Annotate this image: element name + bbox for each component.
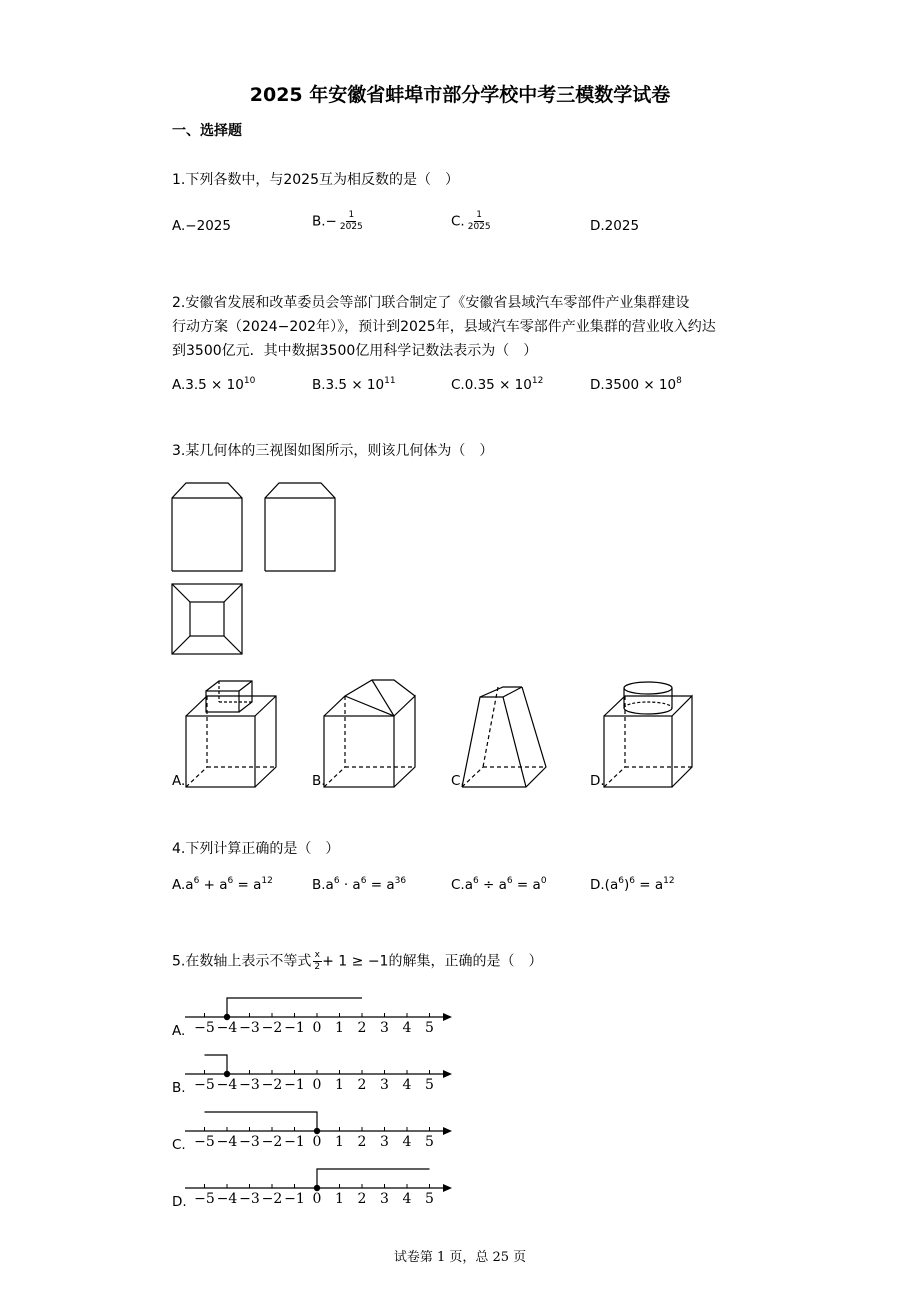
- expr-exponent: 6: [473, 876, 479, 886]
- tick-label: 4: [402, 1134, 412, 1150]
- expr-part: = a: [233, 877, 262, 893]
- axis-arrow: [443, 1013, 452, 1021]
- q5-option-a[interactable]: A.: [172, 1023, 186, 1039]
- tick-label: −3: [239, 1134, 260, 1150]
- question-2-line-1: 2.安徽省发展和改革委员会等部门联合制定了《安徽省县域汽车零部件产业集群建设: [172, 295, 690, 311]
- tick-label: −3: [239, 1191, 260, 1207]
- solution-ray: [205, 1112, 318, 1131]
- option-exponent: 10: [243, 376, 256, 386]
- question-4-stem: 4.下列计算正确的是（ ）: [172, 841, 340, 857]
- tick-label: −2: [261, 1077, 283, 1093]
- tick-label: 2: [357, 1134, 367, 1150]
- axis-arrow: [443, 1070, 452, 1078]
- q5-option-c[interactable]: C.: [172, 1137, 186, 1153]
- tick-label: −5: [194, 1134, 215, 1150]
- q3-option-c[interactable]: C.: [451, 773, 465, 789]
- q3-option-b-solid: [324, 680, 415, 787]
- tick-label: −2: [261, 1020, 283, 1036]
- front-view-drawing: [172, 483, 242, 571]
- question-5-stem: [172, 950, 542, 973]
- expr-exponent: 12: [261, 876, 273, 886]
- expr-exponent: 36: [394, 876, 407, 886]
- expr-exponent: 6: [629, 876, 635, 886]
- expr-part: D.(a: [590, 877, 619, 893]
- tick-label: −3: [239, 1077, 260, 1093]
- q3-option-d-solid: [604, 682, 692, 787]
- solution-ray: [317, 1169, 430, 1188]
- tick-label: −4: [216, 1077, 238, 1093]
- top-view-drawing: [172, 584, 242, 654]
- option-base: B.3.5 × 10: [312, 377, 385, 393]
- expr-part: ): [623, 877, 630, 893]
- tick-label: 3: [380, 1020, 389, 1036]
- q5-number-line-d: [180, 1158, 470, 1218]
- expr-exponent: 6: [506, 876, 513, 886]
- q5-stem-pre: 5.在数轴上表示不等式: [172, 953, 312, 970]
- expr-exponent: 6: [618, 876, 624, 886]
- expr-exponent: 12: [663, 876, 675, 886]
- tick-label: 1: [335, 1191, 344, 1207]
- endpoint-dot: [314, 1185, 320, 1191]
- q5-number-line-c: [180, 1101, 470, 1161]
- q3-option-b[interactable]: B.: [312, 773, 326, 789]
- tick-label: 5: [425, 1134, 434, 1150]
- solution-ray: [205, 1055, 228, 1074]
- tick-label: 5: [425, 1020, 434, 1036]
- page-footer: 试卷第 1 页，总 25 页: [393, 1250, 527, 1265]
- tick-label: 0: [312, 1020, 322, 1036]
- q5-number-line-a: [180, 987, 470, 1047]
- axis-arrow: [443, 1184, 452, 1192]
- question-3-stem: 3.某几何体的三视图如图所示，则该几何体为（ ）: [172, 443, 494, 459]
- tick-label: −3: [239, 1020, 260, 1036]
- expr-part: A.a: [172, 877, 194, 893]
- q5-stem-post: + 1 ≥ −1的解集，正确的是（ ）: [322, 953, 543, 970]
- tick-label: −1: [284, 1077, 305, 1093]
- q1-option-b-prefix: B.−: [312, 213, 337, 230]
- q4-option-b[interactable]: [312, 877, 406, 893]
- q3-option-c-solid: [462, 687, 546, 787]
- tick-label: −1: [284, 1191, 305, 1207]
- page-title: 2025 年安徽省蚌埠市部分学校中考三模数学试卷: [249, 84, 671, 106]
- option-base: A.3.5 × 10: [172, 377, 244, 393]
- tick-label: −5: [194, 1077, 215, 1093]
- q3-option-a-solid: [186, 681, 276, 787]
- tick-label: 2: [357, 1191, 367, 1207]
- q1-option-a[interactable]: A.−2025: [172, 218, 231, 234]
- tick-label: 5: [425, 1191, 434, 1207]
- q4-option-d[interactable]: [590, 877, 675, 893]
- section-heading: 一、选择题: [172, 123, 242, 139]
- tick-label: 1: [335, 1020, 344, 1036]
- tick-label: −4: [216, 1134, 238, 1150]
- tick-label: 3: [380, 1077, 389, 1093]
- question-1-stem: 1.下列各数中，与2025互为相反数的是（ ）: [172, 172, 459, 188]
- tick-label: 3: [380, 1134, 389, 1150]
- fraction-denominator: 2025: [339, 222, 363, 232]
- tick-label: 4: [402, 1020, 412, 1036]
- q3-option-a[interactable]: A.: [172, 773, 186, 789]
- question-2-line-3: 到3500亿元．其中数据3500亿用科学记数法表示为（ ）: [172, 343, 538, 359]
- q4-option-a[interactable]: [172, 877, 273, 893]
- expr-exponent: 0: [540, 876, 547, 886]
- q5-fraction: [312, 950, 322, 973]
- fraction-denominator: 2025: [467, 222, 491, 232]
- fraction-numerator: x: [314, 950, 320, 960]
- tick-label: 2: [357, 1020, 367, 1036]
- tick-label: 0: [312, 1191, 322, 1207]
- tick-label: 0: [312, 1077, 322, 1093]
- fraction-denominator: 2: [314, 962, 321, 972]
- expr-part: B.a: [312, 877, 334, 893]
- expr-part: = a: [512, 877, 541, 893]
- fraction-numerator: 1: [348, 210, 355, 220]
- option-base: D.3500 × 10: [590, 377, 677, 393]
- tick-label: 1: [335, 1134, 344, 1150]
- endpoint-dot: [224, 1071, 230, 1077]
- option-base: C.0.35 × 10: [451, 377, 532, 393]
- expr-part: = a: [634, 877, 664, 893]
- expr-exponent: 6: [333, 876, 340, 886]
- endpoint-dot: [224, 1014, 230, 1020]
- q5-number-line-b: [180, 1044, 470, 1104]
- tick-label: 0: [312, 1134, 322, 1150]
- expr-part: + a: [199, 877, 228, 893]
- tick-label: −5: [194, 1191, 215, 1207]
- tick-label: 1: [335, 1077, 344, 1093]
- tick-label: −4: [216, 1191, 238, 1207]
- side-view-drawing: [265, 483, 335, 571]
- tick-label: −5: [194, 1020, 215, 1036]
- axis-arrow: [443, 1127, 452, 1135]
- tick-label: −2: [261, 1134, 283, 1150]
- q1-option-c-prefix: C.: [451, 213, 465, 230]
- fraction-numerator: 1: [476, 210, 483, 220]
- q3-option-d[interactable]: D.: [590, 773, 605, 789]
- tick-label: −1: [284, 1134, 305, 1150]
- q5-option-b[interactable]: B.: [172, 1080, 186, 1096]
- tick-label: −1: [284, 1020, 305, 1036]
- question-2-line-2: 行动方案（2024−202年）》，预计到2025年，县域汽车零部件产业集群的营业收入约达: [172, 319, 716, 335]
- expr-exponent: 6: [193, 876, 200, 886]
- tick-label: −4: [216, 1020, 238, 1036]
- option-exponent: 11: [384, 376, 396, 386]
- q5-option-d[interactable]: D.: [172, 1194, 187, 1210]
- expr-part: C.a: [451, 877, 473, 893]
- tick-label: −2: [261, 1191, 283, 1207]
- expr-exponent: 6: [227, 876, 234, 886]
- q1-option-d[interactable]: D.2025: [590, 218, 640, 234]
- endpoint-dot: [314, 1128, 320, 1134]
- expr-exponent: 6: [360, 876, 367, 886]
- tick-label: 5: [425, 1077, 434, 1093]
- expr-part: · a: [339, 877, 361, 893]
- tick-label: 4: [402, 1077, 412, 1093]
- tick-label: 2: [357, 1077, 367, 1093]
- tick-label: 4: [402, 1191, 412, 1207]
- expr-part: = a: [366, 877, 395, 893]
- option-exponent: 12: [531, 376, 544, 386]
- expr-part: ÷ a: [478, 877, 507, 893]
- option-exponent: 8: [676, 376, 682, 386]
- tick-label: 3: [380, 1191, 389, 1207]
- q4-option-c[interactable]: [451, 877, 547, 893]
